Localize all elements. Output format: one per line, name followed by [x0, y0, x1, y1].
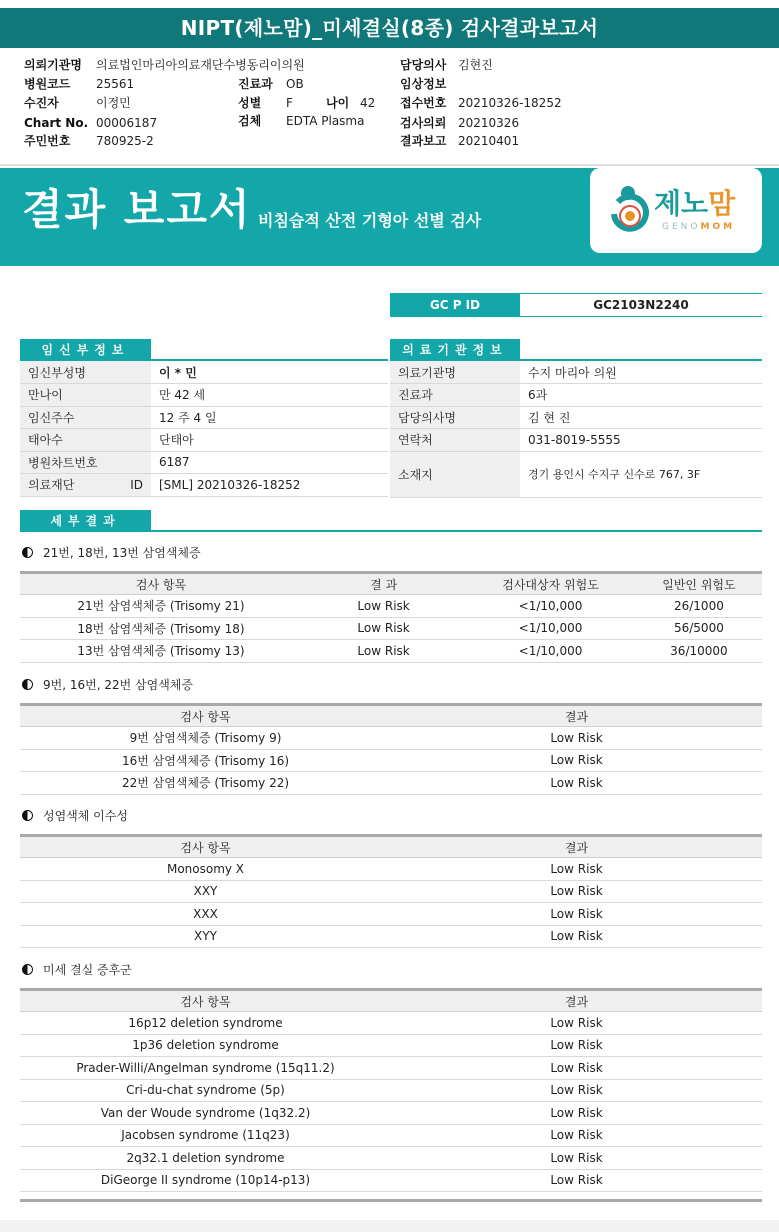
- info-key: 소재지: [390, 451, 520, 497]
- info-key: 임신주수: [20, 406, 151, 429]
- table-header-cell: 결과: [391, 705, 762, 727]
- table-row: [20, 1147, 762, 1170]
- result-group-title-text: 21번, 18번, 13번 삼염색체증: [43, 546, 201, 560]
- table-cell: Cri-du-chat syndrome (5p): [20, 1079, 391, 1102]
- table-header-cell: 결과: [391, 990, 762, 1012]
- result-group-title: [22, 544, 201, 561]
- info-row: [390, 384, 762, 407]
- table-cell: XYY: [20, 925, 391, 948]
- table-row: [20, 1012, 762, 1035]
- hospital-code-label: 병원코드: [24, 77, 71, 91]
- table-cell: 16번 삼염색체증 (Trisomy 16): [20, 749, 391, 772]
- gc-id-row: [390, 293, 762, 317]
- table-cell: Low Risk: [302, 595, 465, 618]
- table-cell: Low Risk: [391, 1124, 762, 1147]
- age-label: 나이: [326, 96, 350, 110]
- table-header-row: [20, 573, 762, 595]
- report-date-value: 20210401: [458, 134, 520, 148]
- table-header-cell: 검사대상자 위험도: [465, 573, 636, 595]
- detail-result-tag: 세부결과: [20, 510, 151, 532]
- info-row: [20, 384, 388, 407]
- table-cell: 26/1000: [636, 595, 762, 618]
- info-row: [390, 406, 762, 429]
- sex-value: F: [286, 96, 293, 110]
- genomom-logo-icon: [604, 184, 650, 236]
- table-row: [20, 595, 762, 618]
- info-row: [20, 361, 388, 384]
- result-group-title: [22, 676, 193, 693]
- result-table: [20, 988, 762, 1192]
- half-circle-icon: [22, 679, 33, 690]
- table-row: [20, 1057, 762, 1080]
- table-header-row: [20, 705, 762, 727]
- info-row: [390, 361, 762, 384]
- chart-value: 00006187: [96, 116, 158, 130]
- table-cell: Jacobsen syndrome (11q23): [20, 1124, 391, 1147]
- table-cell: 21번 삼염색체증 (Trisomy 21): [20, 595, 302, 618]
- table-header-cell: 결과: [391, 836, 762, 858]
- hospital-code-value: 25561: [96, 77, 135, 91]
- table-cell: Low Risk: [391, 1079, 762, 1102]
- info-key: 담당의사명: [390, 406, 520, 429]
- info-key: 임신부성명: [20, 361, 151, 384]
- table-end-rule: [20, 1199, 762, 1202]
- table-cell: Low Risk: [391, 1057, 762, 1080]
- table-cell: 22번 삼염색체증 (Trisomy 22): [20, 772, 391, 795]
- info-row: [390, 429, 762, 452]
- table-header-cell: 일반인 위험도: [636, 573, 762, 595]
- table-cell: <1/10,000: [465, 640, 636, 663]
- table-row: [20, 749, 762, 772]
- institution-value: 의료법인마리아의료재단수병동리이의원: [96, 58, 305, 72]
- logo-wordmark: 제노맘: [654, 187, 736, 220]
- dept-label: 진료과: [238, 77, 273, 91]
- half-circle-icon: [22, 810, 33, 821]
- result-group-title-text: 성염색체 이수성: [43, 809, 128, 823]
- result-banner: [0, 168, 779, 266]
- info-row: [20, 406, 388, 429]
- table-cell: Low Risk: [391, 1034, 762, 1057]
- info-row: [390, 451, 762, 497]
- doctor-label: 담당의사: [400, 58, 447, 72]
- table-cell: Low Risk: [391, 880, 762, 903]
- table-header-row: [20, 990, 762, 1012]
- table-header-cell: 결 과: [302, 573, 465, 595]
- table-cell: Van der Woude syndrome (1q32.2): [20, 1102, 391, 1125]
- info-value: 031-8019-5555: [520, 429, 762, 452]
- table-row: [20, 617, 762, 640]
- table-row: [20, 772, 762, 795]
- result-table: [20, 703, 762, 795]
- table-cell: Low Risk: [391, 1147, 762, 1170]
- table-cell: Low Risk: [391, 1012, 762, 1035]
- institution-label: 의뢰기관명: [24, 58, 82, 72]
- info-key: 연락처: [390, 429, 520, 452]
- table-header-cell: 검사 항목: [20, 705, 391, 727]
- table-cell: XXX: [20, 903, 391, 926]
- result-table: [20, 834, 762, 948]
- table-cell: Low Risk: [391, 749, 762, 772]
- report-title: NIPT(제노맘)_미세결실(8종) 검사결과보고서: [0, 8, 779, 48]
- institution-info-table: [390, 361, 762, 498]
- result-group-title-text: 미세 결실 증후군: [43, 963, 132, 977]
- table-cell: Low Risk: [302, 640, 465, 663]
- table-cell: XXY: [20, 880, 391, 903]
- table-cell: DiGeorge II syndrome (10p14-p13): [20, 1169, 391, 1192]
- table-cell: Prader-Willi/Angelman syndrome (15q11.2): [20, 1057, 391, 1080]
- table-header-cell: 검사 항목: [20, 573, 302, 595]
- table-cell: 2q32.1 deletion syndrome: [20, 1147, 391, 1170]
- info-key: 만나이: [20, 384, 151, 407]
- info-value: 6과: [520, 384, 762, 407]
- table-row: [20, 880, 762, 903]
- report-header: [0, 50, 779, 160]
- half-circle-icon: [22, 547, 33, 558]
- clinical-label: 임상정보: [400, 77, 447, 91]
- table-row: [20, 903, 762, 926]
- info-key: 의료기관명: [390, 361, 520, 384]
- table-cell: <1/10,000: [465, 595, 636, 618]
- info-value: 6187: [151, 451, 388, 474]
- info-row: [20, 451, 388, 474]
- table-row: [20, 1079, 762, 1102]
- table-row: [20, 1169, 762, 1192]
- info-value: 경기 용인시 수지구 신수로 767, 3F: [520, 451, 762, 497]
- table-cell: Low Risk: [302, 617, 465, 640]
- rrn-value: 780925-2: [96, 134, 154, 148]
- genomom-logo: [590, 168, 762, 253]
- institution-info-tag: 의료기관정보: [390, 339, 520, 361]
- rrn-label: 주민번호: [24, 134, 71, 148]
- sex-label: 성별: [238, 96, 262, 110]
- info-key: 태아수: [20, 429, 151, 452]
- result-group-title: [22, 961, 132, 978]
- info-row: [20, 429, 388, 452]
- patient-label: 수진자: [24, 96, 59, 110]
- page-footer: [0, 1220, 779, 1232]
- gc-id-label: GC P ID: [390, 294, 520, 316]
- table-cell: 56/5000: [636, 617, 762, 640]
- table-row: [20, 1124, 762, 1147]
- info-key: 병원차트번호: [20, 451, 151, 474]
- pregnant-info-tag: 임신부정보: [20, 339, 151, 361]
- table-row: [20, 1102, 762, 1125]
- banner-title: 결과 보고서: [22, 185, 252, 234]
- info-row: [20, 474, 388, 497]
- banner-subtitle: 비침습적 산전 기형아 선별 검사: [258, 211, 482, 230]
- table-cell: 36/10000: [636, 640, 762, 663]
- logo-subtext: GENOMOM: [662, 222, 736, 232]
- chart-label: Chart No.: [24, 116, 89, 130]
- result-group-title: [22, 807, 128, 824]
- request-value: 20210326: [458, 116, 520, 130]
- request-label: 검사의뢰: [400, 116, 447, 130]
- gc-id-value: GC2103N2240: [593, 298, 689, 312]
- result-group-title-text: 9번, 16번, 22번 삼염색체증: [43, 678, 193, 692]
- table-cell: 9번 삼염색체증 (Trisomy 9): [20, 727, 391, 750]
- info-value: 단태아: [151, 429, 388, 452]
- table-header-cell: 검사 항목: [20, 836, 391, 858]
- info-value: 김 현 진: [520, 406, 762, 429]
- specimen-value: EDTA Plasma: [286, 114, 365, 128]
- table-cell: 13번 삼염색체증 (Trisomy 13): [20, 640, 302, 663]
- info-value: 수지 마리아 의원: [520, 361, 762, 384]
- dept-value: OB: [286, 77, 304, 91]
- info-value: 만 42 세: [151, 384, 388, 407]
- table-cell: Low Risk: [391, 858, 762, 881]
- table-cell: Monosomy X: [20, 858, 391, 881]
- patient-value: 이정민: [96, 96, 131, 110]
- table-cell: Low Risk: [391, 727, 762, 750]
- table-row: [20, 858, 762, 881]
- table-cell: 18번 삼염색체증 (Trisomy 18): [20, 617, 302, 640]
- info-value: 이 * 민: [151, 361, 388, 384]
- table-cell: Low Risk: [391, 772, 762, 795]
- specimen-label: 검체: [238, 114, 262, 128]
- receipt-value: 20210326-18252: [458, 96, 562, 110]
- info-key: 의료재단 ID: [20, 474, 151, 497]
- table-cell: Low Risk: [391, 903, 762, 926]
- table-cell: 1p36 deletion syndrome: [20, 1034, 391, 1057]
- info-value: [SML] 20210326-18252: [151, 474, 388, 497]
- table-header-cell: 검사 항목: [20, 990, 391, 1012]
- table-row: [20, 1034, 762, 1057]
- table-cell: Low Risk: [391, 925, 762, 948]
- header-divider: [0, 164, 779, 166]
- table-row: [20, 727, 762, 750]
- table-cell: Low Risk: [391, 1102, 762, 1125]
- info-key: 진료과: [390, 384, 520, 407]
- table-row: [20, 925, 762, 948]
- table-header-row: [20, 836, 762, 858]
- half-circle-icon: [22, 964, 33, 975]
- report-date-label: 결과보고: [400, 134, 447, 148]
- result-table: [20, 571, 762, 663]
- table-row: [20, 640, 762, 663]
- info-value: 12 주 4 일: [151, 406, 388, 429]
- receipt-label: 접수번호: [400, 96, 447, 110]
- table-cell: Low Risk: [391, 1169, 762, 1192]
- table-cell: <1/10,000: [465, 617, 636, 640]
- doctor-value: 김현진: [458, 58, 493, 72]
- detail-result-rule: [20, 530, 762, 532]
- age-value: 42: [360, 96, 376, 110]
- pregnant-info-table: [20, 361, 388, 497]
- table-cell: 16p12 deletion syndrome: [20, 1012, 391, 1035]
